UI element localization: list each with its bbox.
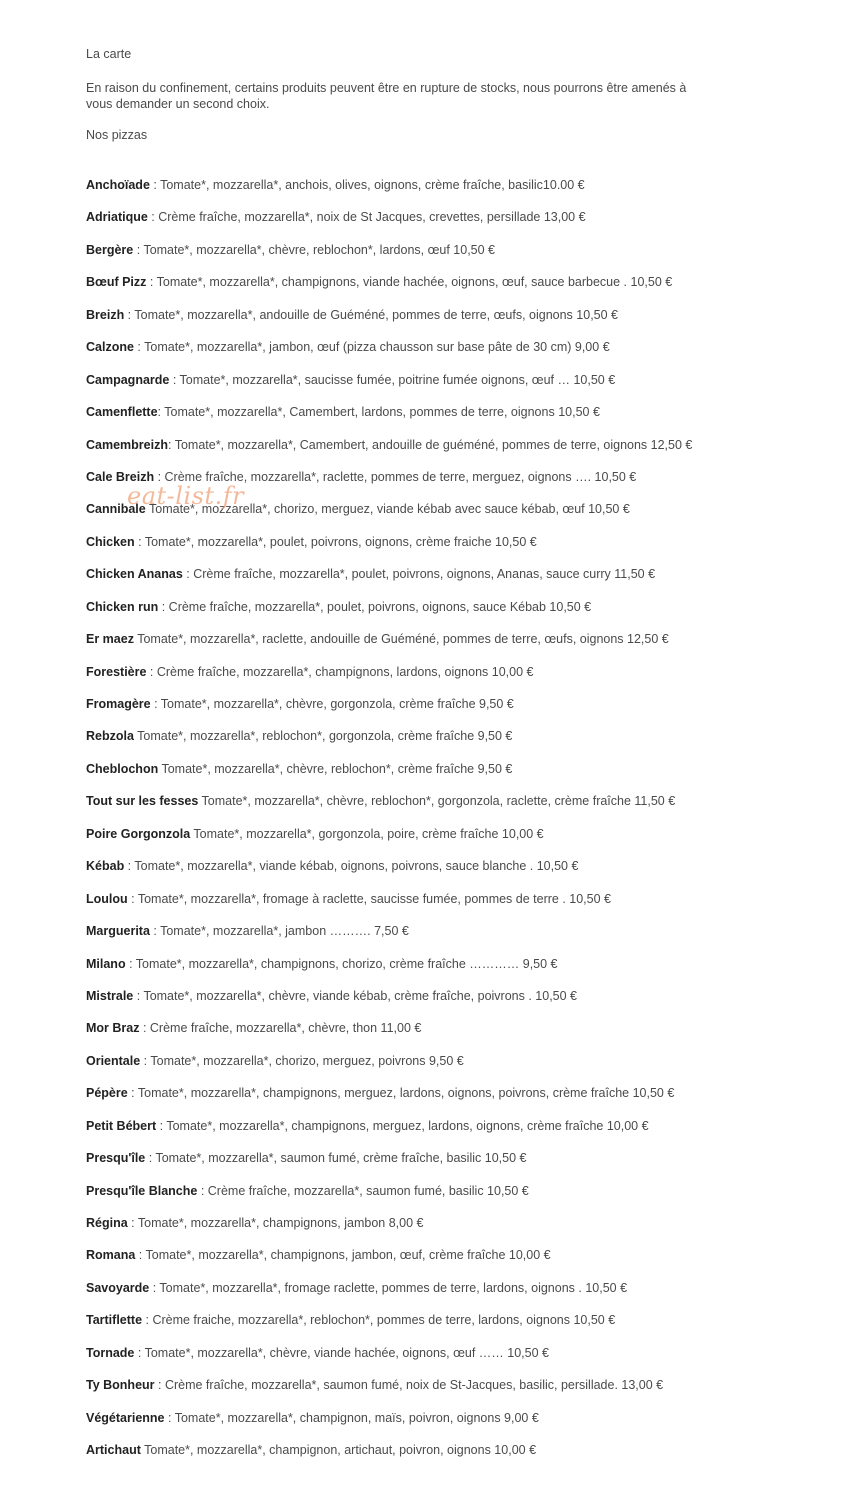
- pizza-description: : Tomate*, mozzarella*, chèvre, viande kébab, crème fraîche, poivrons . 10,50 €: [133, 988, 577, 1003]
- pizza-name: Rebzola: [86, 729, 134, 744]
- pizza-description: : Tomate*, mozzarella*, fromage à raclette, saucisse fumée, pommes de terre . 10,50 €: [127, 891, 611, 906]
- pizza-item: [86, 696, 692, 728]
- pizza-description: : Tomate*, mozzarella*, Camembert, lardons, pommes de terre, oignons 10,50 €: [157, 405, 600, 420]
- pizza-item: [86, 1183, 692, 1215]
- pizza-item: [86, 1377, 692, 1409]
- pizza-description: : Crème fraîche, mozzarella*, poulet, poivrons, oignons, Ananas, sauce curry 11,50 €: [182, 567, 656, 582]
- pizza-item: [86, 891, 692, 923]
- pizza-item: [86, 1345, 692, 1377]
- pizza-name: Artichaut: [86, 1443, 141, 1458]
- pizza-item: [86, 274, 692, 306]
- pizza-item: [86, 242, 692, 274]
- pizza-item: [86, 923, 692, 955]
- pizza-name: Cale Breizh: [86, 469, 155, 484]
- pizza-list: [86, 177, 692, 1475]
- pizza-name: Savoyarde: [86, 1280, 150, 1295]
- pizza-description: : Crème fraîche, mozzarella*, saumon fumé, noix de St-Jacques, basilic, persillade. 13,00 €: [154, 1378, 664, 1393]
- pizza-description: : Tomate*, mozzarella*, jambon, œuf (pizza chausson sur base pâte de 30 cm) 9,00 €: [133, 340, 610, 355]
- section-title-pizzas: Nos pizzas: [86, 128, 148, 142]
- pizza-item: [86, 761, 692, 793]
- pizza-name: Orientale: [86, 1053, 141, 1068]
- pizza-item: [86, 1280, 692, 1312]
- pizza-description: : Crème fraîche, mozzarella*, chèvre, thon 11,00 €: [139, 1021, 422, 1036]
- pizza-item: [86, 988, 692, 1020]
- pizza-description: : Tomate*, mozzarella*, chorizo, merguez, poivrons 9,50 €: [140, 1053, 464, 1068]
- pizza-description: Tomate*, mozzarella*, chèvre, reblochon*, gorgonzola, raclette, crème fraîche 11,50 €: [198, 794, 676, 809]
- pizza-item: [86, 1150, 692, 1182]
- pizza-name: Camembreizh: [86, 437, 168, 452]
- pizza-item: [86, 404, 692, 436]
- pizza-name: Presqu'île Blanche: [86, 1183, 198, 1198]
- pizza-description: : Tomate*, mozzarella*, champignons, merguez, lardons, oignons, crème fraîche 10,00 €: [156, 1118, 649, 1133]
- pizza-name: Er maez: [86, 632, 134, 647]
- pizza-name: Mistrale: [86, 988, 134, 1003]
- pizza-item: [86, 1410, 692, 1442]
- pizza-description: : Tomate*, mozzarella*, saucisse fumée, poitrine fumée oignons, œuf … 10,50 €: [169, 372, 616, 387]
- pizza-description: : Tomate*, mozzarella*, viande kébab, oignons, poivrons, sauce blanche . 10,50 €: [124, 859, 579, 874]
- pizza-name: Romana: [86, 1248, 136, 1263]
- pizza-item: [86, 209, 692, 241]
- pizza-item: [86, 1442, 692, 1474]
- pizza-item: [86, 956, 692, 988]
- pizza-description: : Tomate*, mozzarella*, chèvre, reblochon*, lardons, œuf 10,50 €: [133, 242, 496, 257]
- pizza-description: : Tomate*, mozzarella*, champignon, maïs, poivron, oignons 9,00 €: [164, 1410, 539, 1425]
- pizza-item: [86, 1020, 692, 1052]
- pizza-description: : Tomate*, mozzarella*, saumon fumé, crème fraîche, basilic 10,50 €: [145, 1151, 527, 1166]
- pizza-description: : Crème fraîche, mozzarella*, champignons, lardons, oignons 10,00 €: [146, 664, 534, 679]
- pizza-item: [86, 372, 692, 404]
- pizza-item: [86, 339, 692, 371]
- watermark-logo: eat-list.fr: [127, 482, 245, 510]
- pizza-description: : Tomate*, mozzarella*, andouille de Guéméné, pommes de terre, œufs, oignons 10,50 €: [124, 307, 618, 322]
- pizza-name: Marguerita: [86, 924, 150, 939]
- pizza-description: Tomate*, mozzarella*, chorizo, merguez, viande kébab avec sauce kébab, œuf 10,50 €: [145, 502, 630, 517]
- pizza-name: Poire Gorgonzola: [86, 826, 191, 841]
- pizza-item: [86, 1215, 692, 1247]
- pizza-item: [86, 631, 692, 663]
- pizza-item: [86, 664, 692, 696]
- pizza-name: Cheblochon: [86, 761, 159, 776]
- pizza-description: Tomate*, mozzarella*, gorgonzola, poire, crème fraîche 10,00 €: [190, 826, 544, 841]
- pizza-description: : Tomate*, mozzarella*, champignons, jambon, œuf, crème fraîche 10,00 €: [135, 1248, 551, 1263]
- pizza-description: : Tomate*, mozzarella*, chèvre, gorgonzola, crème fraîche 9,50 €: [150, 697, 514, 711]
- pizza-description: : Tomate*, mozzarella*, champignons, chorizo, crème fraîche ………… 9,50 €: [125, 956, 558, 971]
- pizza-name: Loulou: [86, 891, 128, 906]
- pizza-name: Milano: [86, 956, 126, 971]
- pizza-item: [86, 1053, 692, 1085]
- pizza-item: [86, 437, 692, 469]
- pizza-name: Campagnarde: [86, 372, 170, 387]
- pizza-name: Calzone: [86, 340, 134, 355]
- pizza-description: : Crème fraîche, mozzarella*, poulet, poivrons, oignons, sauce Kébab 10,50 €: [158, 599, 592, 614]
- pizza-name: Presqu'île: [86, 1151, 146, 1166]
- pizza-item: [86, 1118, 692, 1150]
- pizza-name: Cannibale: [86, 502, 146, 517]
- pizza-description: : Tomate*, mozzarella*, champignons, merguez, lardons, oignons, poivrons, crème fraîche 10,50 €: [127, 1086, 675, 1101]
- pizza-description: Tomate*, mozzarella*, reblochon*, gorgonzola, crème fraîche 9,50 €: [133, 729, 513, 744]
- pizza-description: : Tomate*, mozzarella*, anchois, olives, oignons, crème fraîche, basilic10.00 €: [149, 178, 585, 192]
- pizza-name: Bergère: [86, 242, 134, 257]
- pizza-name: Camenflette: [86, 405, 158, 420]
- pizza-name: Chicken Ananas: [86, 567, 183, 582]
- pizza-name: Chicken: [86, 534, 135, 549]
- pizza-name: Petit Bébert: [86, 1118, 157, 1133]
- pizza-description: : Crème fraîche, mozzarella*, noix de St Jacques, crevettes, persillade 13,00 €: [147, 210, 586, 225]
- pizza-description: : Tomate*, mozzarella*, poulet, poivrons, oignons, crème fraiche 10,50 €: [134, 534, 537, 549]
- pizza-item: [86, 858, 692, 890]
- pizza-description: : Tomate*, mozzarella*, Camembert, andouille de guéméné, pommes de terre, oignons 12,50 €: [167, 437, 693, 452]
- pizza-description: : Tomate*, mozzarella*, champignons, jambon 8,00 €: [127, 1216, 424, 1230]
- pizza-description: : Tomate*, mozzarella*, fromage raclette, pommes de terre, lardons, oignons . 10,50 €: [149, 1280, 628, 1295]
- pizza-item: [86, 534, 692, 566]
- pizza-name: Bœuf Pizz: [86, 275, 147, 290]
- pizza-description: : Tomate*, mozzarella*, chèvre, viande hachée, oignons, œuf …… 10,50 €: [134, 1345, 549, 1360]
- pizza-description: : Crème fraiche, mozzarella*, reblochon*, pommes de terre, lardons, oignons 10,50 €: [142, 1313, 616, 1328]
- pizza-item: [86, 826, 692, 858]
- pizza-name: Tartiflette: [86, 1313, 143, 1328]
- pizza-description: Tomate*, mozzarella*, champignon, artichaut, poivron, oignons 10,00 €: [140, 1443, 537, 1458]
- lockdown-notice: En raison du confinement, certains produits peuvent être en rupture de stocks, nous pourrons être amenés à vous demander un second choix.: [86, 81, 687, 111]
- pizza-name: Mor Braz: [86, 1021, 140, 1036]
- pizza-description: Tomate*, mozzarella*, chèvre, reblochon*, crème fraîche 9,50 €: [158, 761, 513, 776]
- pizza-item: [86, 1247, 692, 1279]
- pizza-name: Régina: [86, 1216, 128, 1230]
- pizza-description: : Tomate*, mozzarella*, champignons, viande hachée, oignons, œuf, sauce barbecue . 10,50 €: [146, 275, 673, 290]
- pizza-item: [86, 793, 692, 825]
- pizza-item: [86, 599, 692, 631]
- pizza-item: [86, 1312, 692, 1344]
- pizza-name: Tout sur les fesses: [86, 794, 199, 809]
- pizza-name: Ty Bonheur: [86, 1378, 155, 1393]
- pizza-name: Fromagère: [86, 697, 151, 711]
- pizza-name: Forestière: [86, 664, 147, 679]
- pizza-name: Végétarienne: [86, 1410, 165, 1425]
- pizza-item: [86, 307, 692, 339]
- pizza-item: [86, 1085, 692, 1117]
- pizza-name: Kébab: [86, 859, 125, 874]
- pizza-name: Pépère: [86, 1086, 128, 1101]
- pizza-description: : Crème fraîche, mozzarella*, saumon fumé, basilic 10,50 €: [197, 1183, 529, 1198]
- pizza-item: [86, 177, 692, 209]
- pizza-name: Adriatique: [86, 210, 148, 225]
- pizza-description: Tomate*, mozzarella*, raclette, andouille de Guéméné, pommes de terre, œufs, oignons 12,50 €: [133, 632, 669, 647]
- pizza-name: Breizh: [86, 307, 125, 322]
- pizza-item: [86, 728, 692, 760]
- pizza-item: [86, 566, 692, 598]
- pizza-name: Chicken run: [86, 599, 159, 614]
- pizza-name: Tornade: [86, 1345, 135, 1360]
- pizza-description: : Crème fraîche, mozzarella*, raclette, pommes de terre, merguez, oignons …. 10,50 €: [154, 469, 637, 484]
- page-title: La carte: [86, 47, 132, 61]
- pizza-description: : Tomate*, mozzarella*, jambon ………. 7,50 €: [149, 924, 409, 939]
- pizza-name: Anchoïade: [86, 178, 150, 192]
